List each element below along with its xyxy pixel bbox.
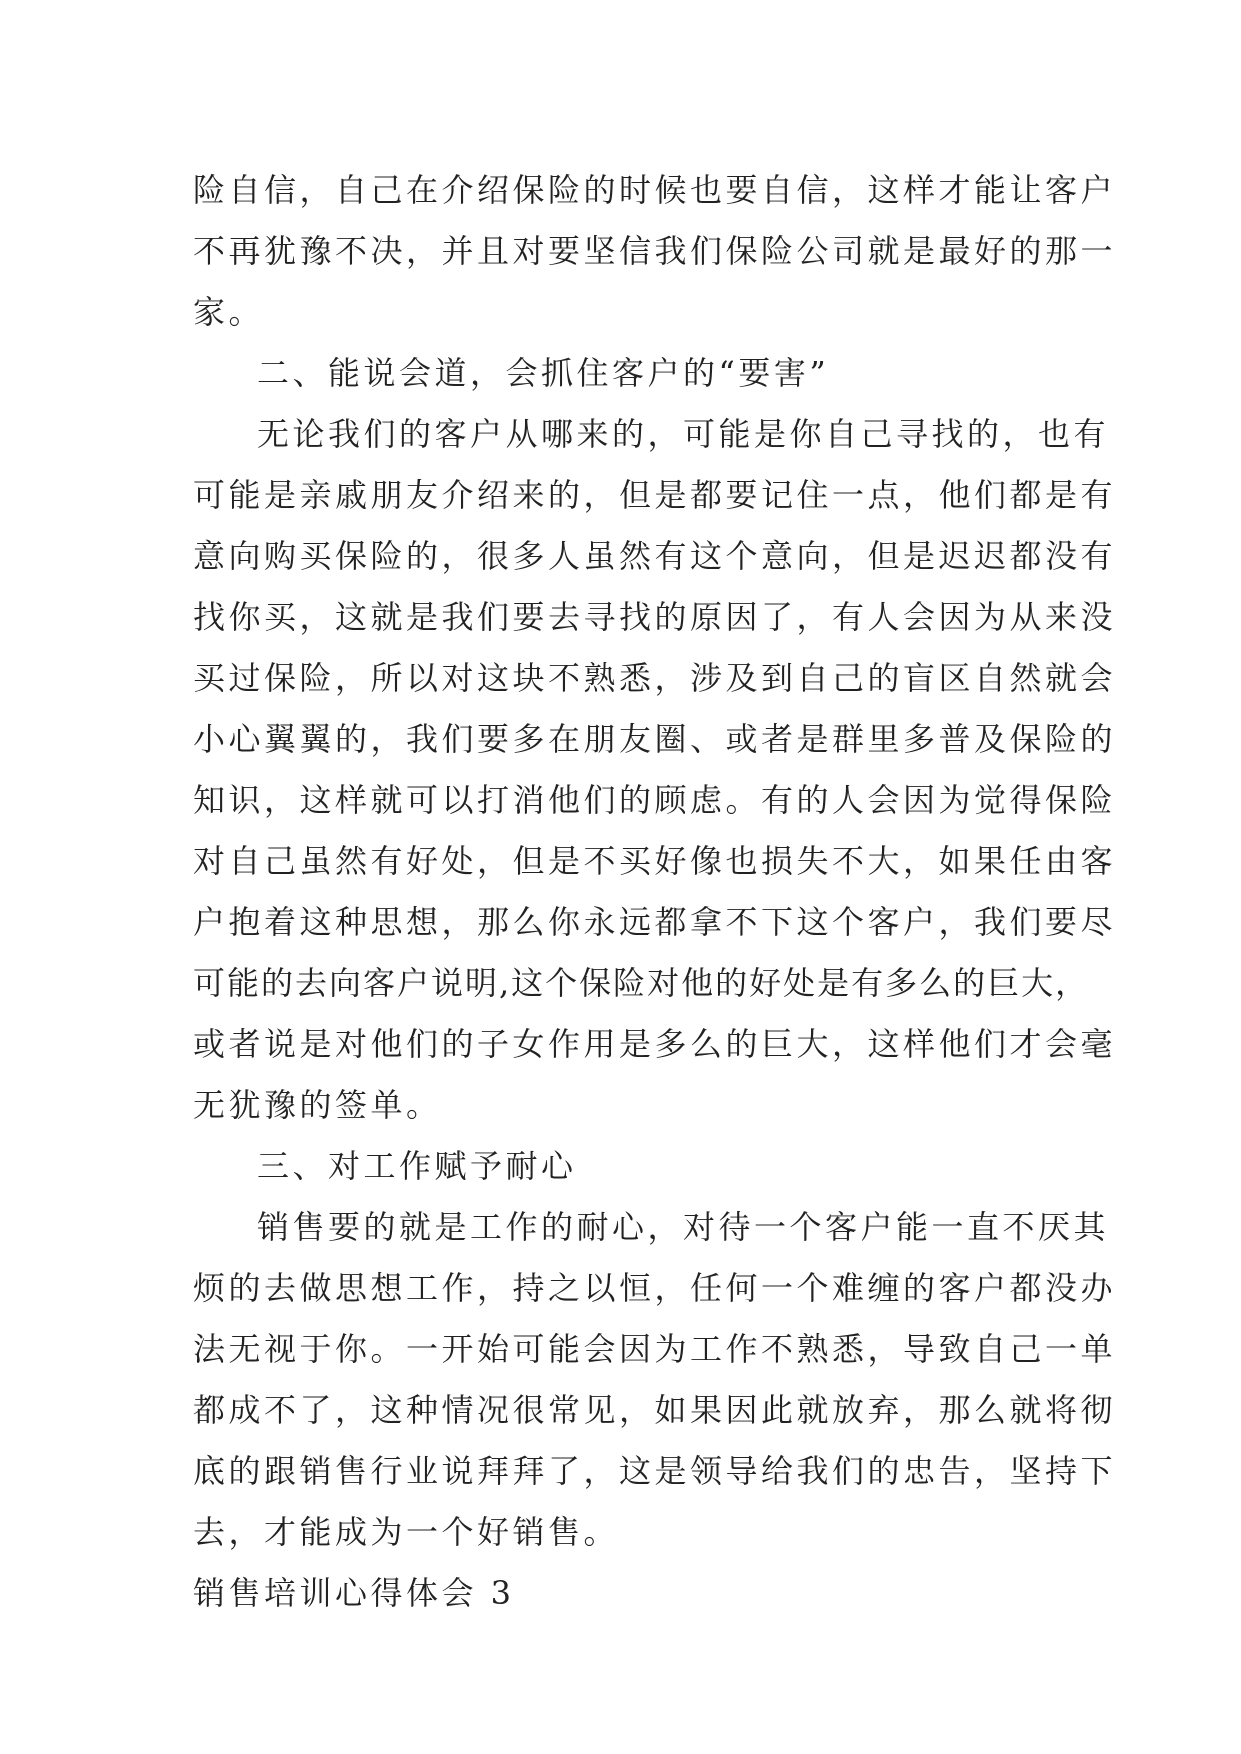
- text-line: 法无视于你。一开始可能会因为工作不熟悉，导致自己一单: [193, 1330, 1117, 1368]
- text-line: 或者说是对他们的子女作用是多么的巨大，这样他们才会毫: [193, 1025, 1117, 1063]
- text-line: 销售要的就是工作的耐心，对待一个客户能一直不厌其: [257, 1208, 1110, 1246]
- text-line: 险自信，自己在介绍保险的时候也要自信，这样才能让客户: [193, 171, 1117, 209]
- text-line: 户抱着这种思想，那么你永远都拿不下这个客户，我们要尽: [193, 903, 1117, 941]
- text-line: 买过保险，所以对这块不熟悉，涉及到自己的盲区自然就会: [193, 659, 1117, 697]
- text-line: 无犹豫的签单。: [193, 1086, 442, 1124]
- text-line: 可能的去向客户说明,这个保险对他的好处是有多么的巨大，: [193, 964, 1090, 1002]
- section-heading: 三、对工作赋予耐心: [257, 1147, 577, 1185]
- text-line: 不再犹豫不决，并且对要坚信我们保险公司就是最好的那一: [193, 232, 1117, 270]
- text-line: 无论我们的客户从哪来的，可能是你自己寻找的，也有: [257, 415, 1110, 453]
- text-line: 去，才能成为一个好销售。: [193, 1513, 620, 1551]
- text-line: 对自己虽然有好处，但是不买好像也损失不大，如果任由客: [193, 842, 1117, 880]
- section-heading: 二、能说会道，会抓住客户的“要害”: [257, 354, 830, 392]
- text-line: 烦的去做思想工作，持之以恒，任何一个难缠的客户都没办: [193, 1269, 1117, 1307]
- document-page: [193, 160, 1117, 1624]
- text-line: 可能是亲戚朋友介绍来的，但是都要记住一点，他们都是有: [193, 476, 1117, 514]
- text-line: 家。: [193, 293, 265, 331]
- text-line: 小心翼翼的，我们要多在朋友圈、或者是群里多普及保险的: [193, 720, 1117, 758]
- text-line: 知识，这样就可以打消他们的顾虑。有的人会因为觉得保险: [193, 781, 1117, 819]
- text-line: 底的跟销售行业说拜拜了，这是领导给我们的忠告，坚持下: [193, 1452, 1117, 1490]
- text-line: 找你买，这就是我们要去寻找的原因了，有人会因为从来没: [193, 598, 1117, 636]
- document-title: 销售培训心得体会 3: [193, 1574, 515, 1612]
- text-line: 意向购买保险的，很多人虽然有这个意向，但是迟迟都没有: [193, 537, 1117, 575]
- text-line: 都成不了，这种情况很常见，如果因此就放弃，那么就将彻: [193, 1391, 1117, 1429]
